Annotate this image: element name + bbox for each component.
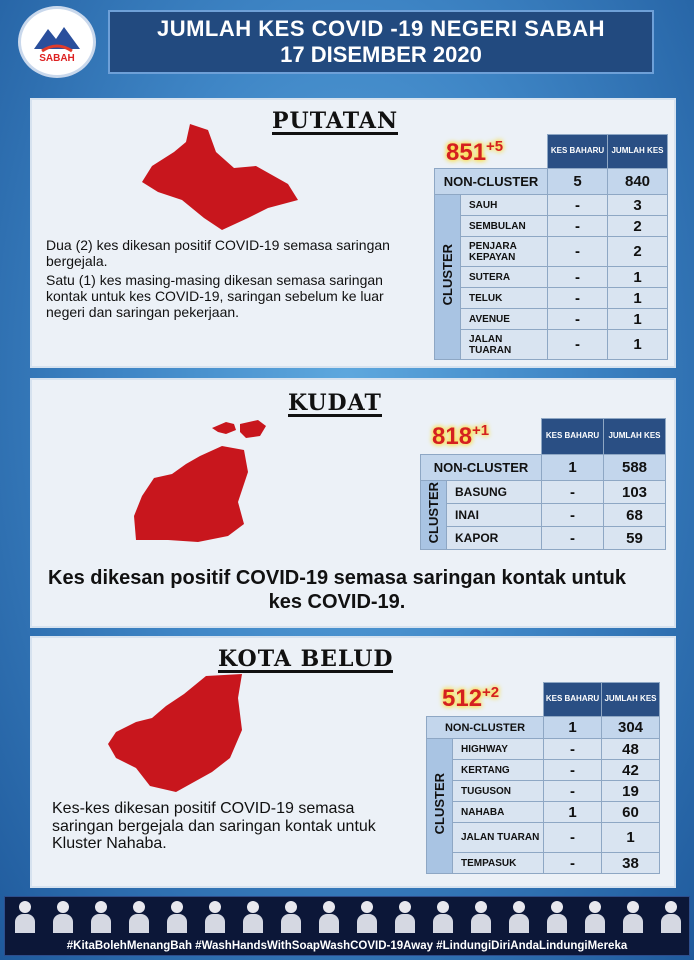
non-cluster-label: NON-CLUSTER [421, 455, 542, 481]
person-icon [51, 901, 73, 933]
cluster-total: 60 [602, 802, 660, 823]
cluster-name: HIGHWAY [453, 739, 544, 760]
person-icon [583, 901, 605, 933]
person-icon [127, 901, 149, 933]
total-cases: $818^{+1}$ [432, 422, 490, 450]
cluster-name: JALAN TUARAN [461, 330, 548, 360]
col-header-total: JUMLAH KES [602, 683, 660, 717]
cluster-total: 103 [604, 481, 666, 504]
cluster-total: 19 [602, 781, 660, 802]
person-icon [279, 901, 301, 933]
cluster-name: TELUK [461, 288, 548, 309]
cluster-label: CLUSTER [427, 739, 453, 874]
cluster-new: - [548, 216, 608, 237]
cluster-new: - [542, 527, 604, 550]
person-icon [431, 901, 453, 933]
person-icon [203, 901, 225, 933]
cluster-name: SAUH [461, 195, 548, 216]
cluster-name: KAPOR [447, 527, 542, 550]
non-cluster-label: NON-CLUSTER [435, 169, 548, 195]
non-cluster-total: 588 [604, 455, 666, 481]
hashtags: #KitaBolehMenangBah #WashHandsWithSoapWashCOVID-19Away #LindungiDiriAndaLindungiMereka [66, 940, 628, 952]
person-icon [659, 901, 681, 933]
non-cluster-total: 840 [608, 169, 668, 195]
page-title: JUMLAH KES COVID -19 NEGERI SABAH [156, 16, 605, 41]
non-cluster-label: NON-CLUSTER [427, 717, 544, 739]
cluster-new: - [544, 760, 602, 781]
cluster-total: 1 [602, 823, 660, 853]
sabah-health-logo [18, 6, 96, 78]
kudat-map-icon [128, 416, 278, 552]
cluster-total: 3 [608, 195, 668, 216]
case-description: Kes-kes dikesan positif COVID-19 semasa saringan bergejala dan saringan kontak untuk Kluster Nahaba. [52, 800, 376, 853]
person-icon [241, 901, 263, 933]
case-description: Kes dikesan positif COVID-19 semasa saringan kontak untuk kes COVID-19. [48, 567, 626, 613]
case-table [420, 418, 666, 550]
cluster-new: - [544, 823, 602, 853]
non-cluster-new: 1 [542, 455, 604, 481]
cluster-label: CLUSTER [421, 481, 447, 550]
total-cases: $851^{+5}$ [446, 138, 504, 166]
person-icon [355, 901, 377, 933]
cluster-total: 42 [602, 760, 660, 781]
non-cluster-new: 5 [548, 169, 608, 195]
cluster-new: - [548, 267, 608, 288]
mountain-logo-icon [32, 21, 82, 55]
district-title: PUTATAN [272, 108, 399, 134]
cluster-name: PENJARA KEPAYAN [461, 237, 548, 267]
cluster-name: JALAN TUARAN [453, 823, 544, 853]
cluster-total: 1 [608, 330, 668, 360]
district-title: KUDAT [288, 390, 382, 416]
cluster-name: BASUNG [447, 481, 542, 504]
cluster-new: - [548, 237, 608, 267]
person-icon [13, 901, 35, 933]
cluster-name: AVENUE [461, 309, 548, 330]
district-title: KOTA BELUD [218, 646, 394, 672]
cluster-total: 38 [602, 853, 660, 874]
cluster-total: 59 [604, 527, 666, 550]
col-header-total: JUMLAH KES [604, 419, 666, 455]
col-header-total: JUMLAH KES [608, 135, 668, 169]
non-cluster-total: 304 [602, 717, 660, 739]
person-icon [165, 901, 187, 933]
cluster-name: KERTANG [453, 760, 544, 781]
cluster-total: 1 [608, 267, 668, 288]
cluster-total: 1 [608, 288, 668, 309]
person-icon [393, 901, 415, 933]
cluster-new: - [548, 330, 608, 360]
person-icon [317, 901, 339, 933]
district-panel-putatan [30, 98, 676, 368]
non-cluster-new: 1 [544, 717, 602, 739]
cluster-name: TEMPASUK [453, 853, 544, 874]
putatan-map-icon [138, 122, 308, 232]
cluster-name: SEMBULAN [461, 216, 548, 237]
cluster-new: - [548, 309, 608, 330]
cluster-total: 68 [604, 504, 666, 527]
col-header-new: KES BAHARU [542, 419, 604, 455]
cluster-total: 1 [608, 309, 668, 330]
cluster-total: 2 [608, 237, 668, 267]
person-icon [507, 901, 529, 933]
district-panel-kudat [30, 378, 676, 628]
person-icon [621, 901, 643, 933]
page-date: 17 DISEMBER 2020 [280, 42, 482, 67]
col-header-new: KES BAHARU [548, 135, 608, 169]
cluster-total: 48 [602, 739, 660, 760]
person-icon [89, 901, 111, 933]
person-icon [545, 901, 567, 933]
case-table [434, 134, 668, 360]
cluster-name: TUGUSON [453, 781, 544, 802]
total-cases: $512^{+2}$ [442, 684, 500, 712]
frontliner-figures [5, 901, 689, 935]
cluster-new: - [544, 853, 602, 874]
cluster-new: - [544, 781, 602, 802]
logo-text: SABAH [39, 52, 75, 64]
cluster-name: INAI [447, 504, 542, 527]
district-panel-kota-belud [30, 636, 676, 888]
case-description: Dua (2) kes dikesan positif COVID-19 semasa saringan bergejala. Satu (1) kes masing-masing dikesan semasa saringan kontak untuk kes COVID-19, saringan sebelum ke luar negeri dan saringan pekerjaan. [46, 237, 390, 320]
cluster-label: CLUSTER [435, 195, 461, 360]
cluster-new: 1 [544, 802, 602, 823]
col-header-new: KES BAHARU [544, 683, 602, 717]
cluster-total: 2 [608, 216, 668, 237]
page-header [108, 10, 654, 74]
footer-banner [4, 896, 690, 956]
cluster-new: - [548, 195, 608, 216]
person-icon [469, 901, 491, 933]
cluster-new: - [542, 504, 604, 527]
case-table [426, 682, 660, 874]
kota-belud-map-icon [106, 672, 246, 800]
cluster-new: - [544, 739, 602, 760]
cluster-new: - [542, 481, 604, 504]
cluster-name: SUTERA [461, 267, 548, 288]
cluster-name: NAHABA [453, 802, 544, 823]
cluster-new: - [548, 288, 608, 309]
